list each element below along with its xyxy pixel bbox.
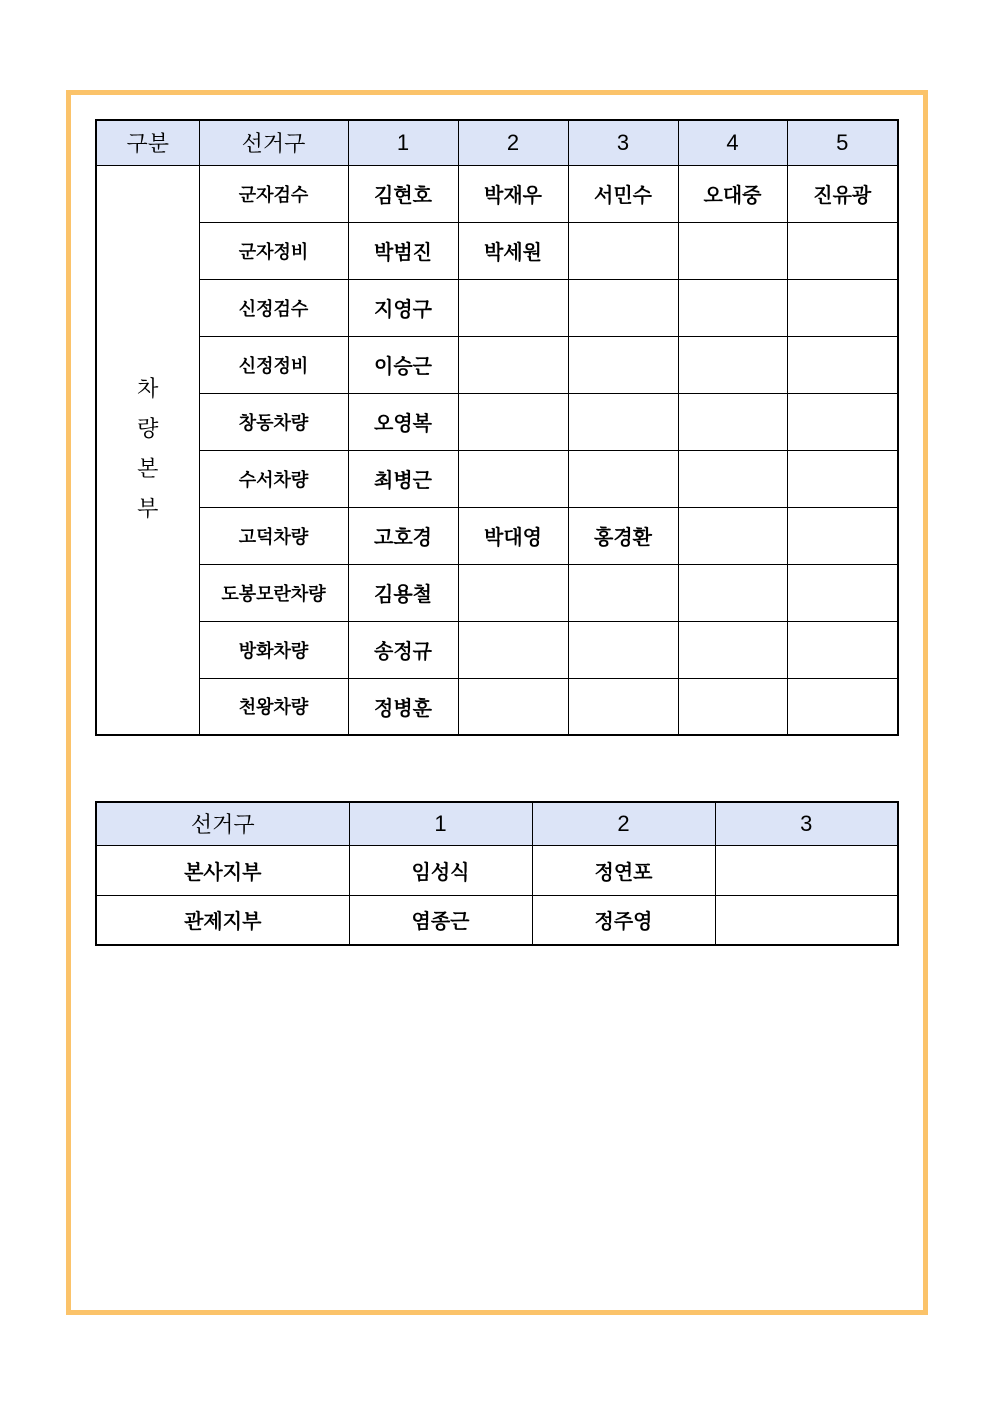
table-row	[96, 222, 898, 279]
district-name: 신정정비	[199, 336, 348, 393]
candidate-cell	[458, 393, 568, 450]
candidate-cell	[568, 222, 678, 279]
district-name: 창동차량	[199, 393, 348, 450]
candidate-cell	[787, 450, 898, 507]
table-header-row	[96, 802, 898, 845]
candidate-cell: 진유광	[787, 165, 898, 222]
district-name: 군자정비	[199, 222, 348, 279]
candidate-cell: 임성식	[349, 845, 532, 895]
district-name: 신정검수	[199, 279, 348, 336]
candidate-cell: 서민수	[568, 165, 678, 222]
candidate-cell: 이승근	[348, 336, 458, 393]
table-row	[96, 450, 898, 507]
candidate-cell: 송정규	[348, 621, 458, 678]
candidate-cell: 정주영	[532, 895, 715, 945]
header-district: 선거구	[96, 802, 349, 845]
header-col-3: 3	[568, 120, 678, 165]
candidate-cell: 고호경	[348, 507, 458, 564]
candidate-cell: 홍경환	[568, 507, 678, 564]
table-row	[96, 621, 898, 678]
district-name: 본사지부	[96, 845, 349, 895]
table-row	[96, 279, 898, 336]
table-row	[96, 336, 898, 393]
district-name: 방화차량	[199, 621, 348, 678]
candidate-cell: 최병근	[348, 450, 458, 507]
candidate-cell	[458, 279, 568, 336]
candidate-cell	[678, 279, 787, 336]
header-col-1: 1	[348, 120, 458, 165]
candidate-cell	[568, 393, 678, 450]
candidate-cell	[787, 222, 898, 279]
candidate-cell	[458, 564, 568, 621]
candidate-cell	[678, 678, 787, 735]
header-col-3: 3	[715, 802, 898, 845]
table-row	[96, 564, 898, 621]
district-name: 천왕차량	[199, 678, 348, 735]
candidate-cell	[678, 621, 787, 678]
group-label-vehicle-hq	[96, 165, 199, 735]
group-label-char: 량	[137, 416, 159, 442]
candidate-cell	[787, 279, 898, 336]
candidate-cell	[568, 336, 678, 393]
table-row	[96, 845, 898, 895]
header-col-4: 4	[678, 120, 787, 165]
group-label-char: 차	[137, 376, 159, 402]
candidate-cell: 김용철	[348, 564, 458, 621]
candidate-cell: 박세원	[458, 222, 568, 279]
candidate-cell: 박재우	[458, 165, 568, 222]
candidate-cell	[458, 450, 568, 507]
table-row	[96, 678, 898, 735]
candidate-cell	[787, 564, 898, 621]
candidate-cell	[678, 393, 787, 450]
candidate-cell	[678, 507, 787, 564]
district-name: 고덕차량	[199, 507, 348, 564]
candidate-cell	[715, 845, 898, 895]
candidate-cell	[678, 450, 787, 507]
header-col-1: 1	[349, 802, 532, 845]
candidate-cell	[458, 678, 568, 735]
header-col-2: 2	[532, 802, 715, 845]
candidate-cell: 오영복	[348, 393, 458, 450]
table-row	[96, 895, 898, 945]
district-name: 수서차량	[199, 450, 348, 507]
header-district: 선거구	[199, 120, 348, 165]
table-header-row	[96, 120, 898, 165]
district-name: 군자검수	[199, 165, 348, 222]
candidate-cell	[458, 621, 568, 678]
candidate-cell	[458, 336, 568, 393]
group-label-char: 부	[137, 496, 159, 522]
district-name: 도봉모란차량	[199, 564, 348, 621]
candidate-cell	[787, 621, 898, 678]
header-category: 구분	[96, 120, 199, 165]
header-col-5: 5	[787, 120, 898, 165]
candidate-cell: 정병훈	[348, 678, 458, 735]
candidate-cell	[715, 895, 898, 945]
header-col-2: 2	[458, 120, 568, 165]
table-row	[96, 165, 898, 222]
candidate-cell	[568, 279, 678, 336]
table-row	[96, 393, 898, 450]
candidate-cell: 박범진	[348, 222, 458, 279]
candidate-cell: 박대영	[458, 507, 568, 564]
candidate-cell: 염종근	[349, 895, 532, 945]
candidate-cell	[568, 564, 678, 621]
group-label-char: 본	[137, 456, 159, 482]
candidate-cell	[787, 336, 898, 393]
candidate-cell: 오대중	[678, 165, 787, 222]
district-name: 관제지부	[96, 895, 349, 945]
candidate-cell: 김현호	[348, 165, 458, 222]
candidate-cell	[568, 678, 678, 735]
candidate-cell: 정연포	[532, 845, 715, 895]
candidate-cell	[678, 564, 787, 621]
candidate-cell: 지영구	[348, 279, 458, 336]
candidate-cell	[678, 336, 787, 393]
election-district-table-hq	[95, 801, 899, 946]
candidate-cell	[787, 507, 898, 564]
candidate-cell	[568, 621, 678, 678]
candidate-cell	[568, 450, 678, 507]
candidate-cell	[787, 678, 898, 735]
election-district-table-vehicle	[95, 119, 899, 736]
candidate-cell	[678, 222, 787, 279]
table-row	[96, 507, 898, 564]
candidate-cell	[787, 393, 898, 450]
